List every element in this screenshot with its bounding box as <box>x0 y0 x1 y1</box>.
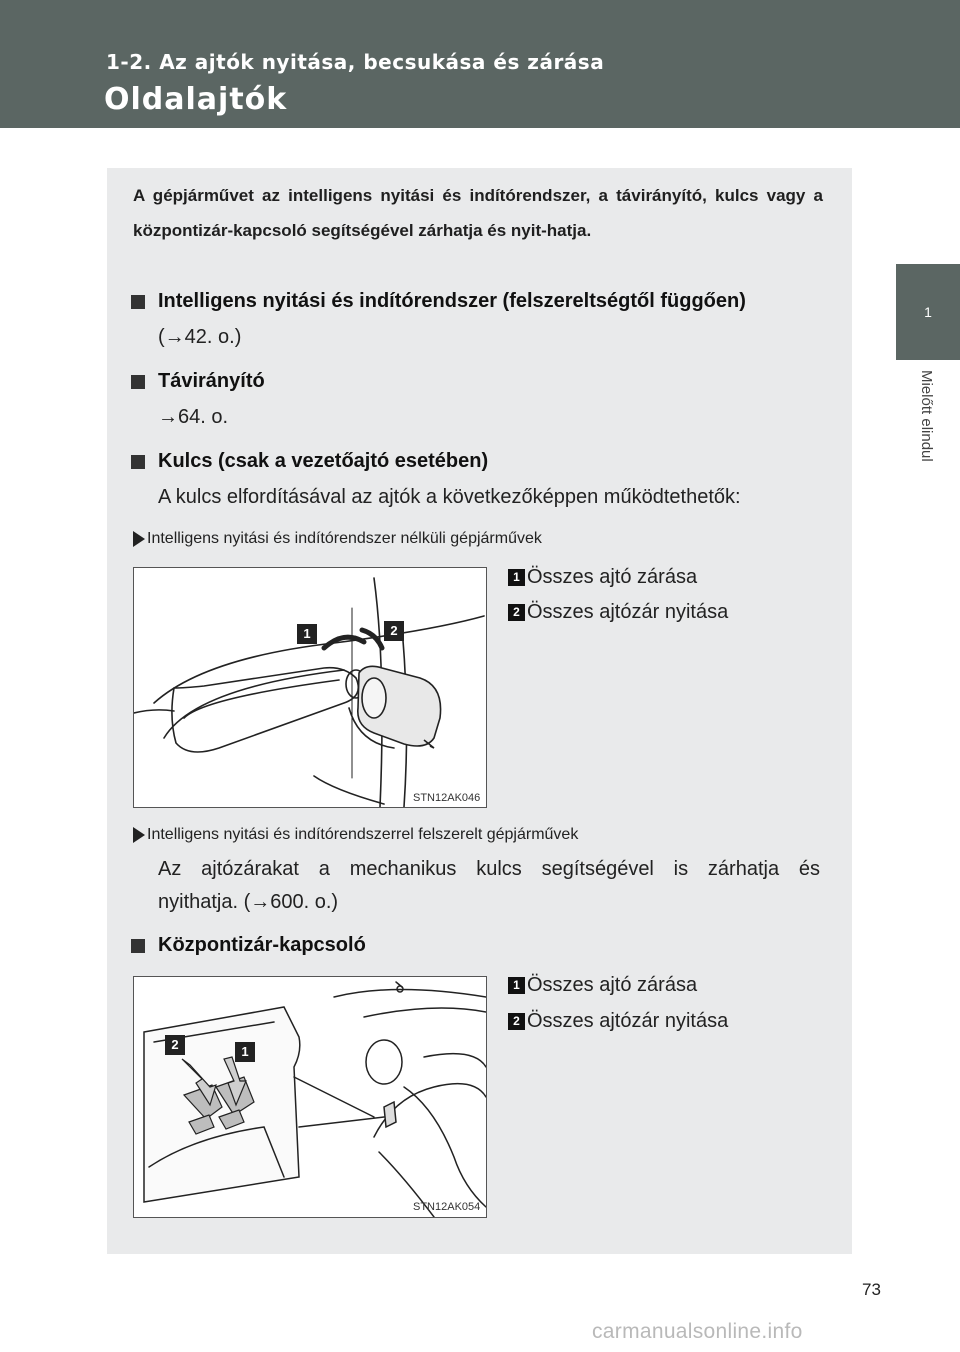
chapter-label: Mielőtt elindul <box>918 370 935 462</box>
triangle-bullet-icon <box>133 827 145 843</box>
callout-2: 2 <box>384 621 404 641</box>
legend-lock-all-text: Összes ajtó zárása <box>527 974 698 996</box>
intro-paragraph: A gépjárművet az intelligens nyitási és indítórendszer, a távirányító, kulcs vagy a központizár-kapcsoló segítségével zárhatja és nyit-hatja. <box>133 186 823 240</box>
ref-page-64: →64. o. <box>158 406 229 428</box>
figure-code: STN12AK046 <box>413 792 481 804</box>
square-bullet-icon <box>131 375 145 389</box>
legend-badge: 1 <box>508 569 525 586</box>
triangle-bullet-icon <box>133 531 145 547</box>
square-bullet-icon <box>131 939 145 953</box>
heading-key-text: Kulcs (csak a vezetőajtó esetében) <box>158 450 489 472</box>
section-title: 1-2. Az ajtók nyitása, becsukása és zárása <box>106 50 605 74</box>
callout-2: 2 <box>165 1035 185 1055</box>
mechanical-key-line1: Az ajtózárakat a mechanikus kulcs segítségével is zárhatja és <box>158 858 820 880</box>
heading-remote-text: Távirányító <box>158 370 265 392</box>
legend-unlock-all-text: Összes ajtózár nyitása <box>527 601 729 623</box>
legend-badge: 1 <box>508 977 525 994</box>
central-lock-switch-illustration <box>133 976 487 1218</box>
mechanical-key-line2: nyithatja. (→600. o.) <box>158 891 339 913</box>
central-lock-drawing <box>134 977 486 1217</box>
sub-item-without-smart <box>133 530 542 548</box>
key-description: A kulcs elfordításával az ajtók a következőképpen működtethetők: <box>158 486 741 508</box>
square-bullet-icon <box>131 295 145 309</box>
watermark: carmanualsonline.info <box>592 1320 803 1343</box>
legend-unlock-all-text: Összes ajtózár nyitása <box>527 1010 729 1032</box>
heading-key <box>131 450 488 473</box>
figure-code: STN12AK054 <box>413 1201 481 1213</box>
heading-central-lock-text: Központizár-kapcsoló <box>158 934 366 956</box>
heading-central-lock <box>131 934 366 957</box>
ref-page-42: (→42. o.) <box>158 326 242 348</box>
legend-lock-all <box>508 566 697 589</box>
sub-item-without-smart-text: Intelligens nyitási és indítórendszer nélküli gépjárművek <box>147 530 542 547</box>
legend-lock-all-text: Összes ajtó zárása <box>527 566 698 588</box>
legend-badge: 2 <box>508 604 525 621</box>
heading-smart-entry-text: Intelligens nyitási és indítórendszer (felszereltségtől függően) <box>158 290 746 312</box>
heading-remote <box>131 370 265 393</box>
callout-1: 1 <box>235 1042 255 1062</box>
square-bullet-icon <box>131 455 145 469</box>
legend-unlock-all <box>508 1010 728 1033</box>
callout-1: 1 <box>297 624 317 644</box>
page-header <box>0 0 960 128</box>
heading-smart-entry <box>131 290 746 313</box>
legend-badge: 2 <box>508 1013 525 1030</box>
sub-item-with-smart-text: Intelligens nyitási és indítórendszerrel felszerelt gépjárművek <box>147 826 579 843</box>
key-lock-illustration <box>133 567 487 808</box>
chapter-tab: 1 <box>896 264 960 360</box>
page-number: 73 <box>862 1280 881 1299</box>
page-title: Oldalajtók <box>104 82 288 117</box>
legend-lock-all <box>508 974 697 997</box>
sub-item-with-smart <box>133 826 578 844</box>
legend-unlock-all <box>508 601 728 624</box>
key-lock-drawing <box>134 568 486 807</box>
